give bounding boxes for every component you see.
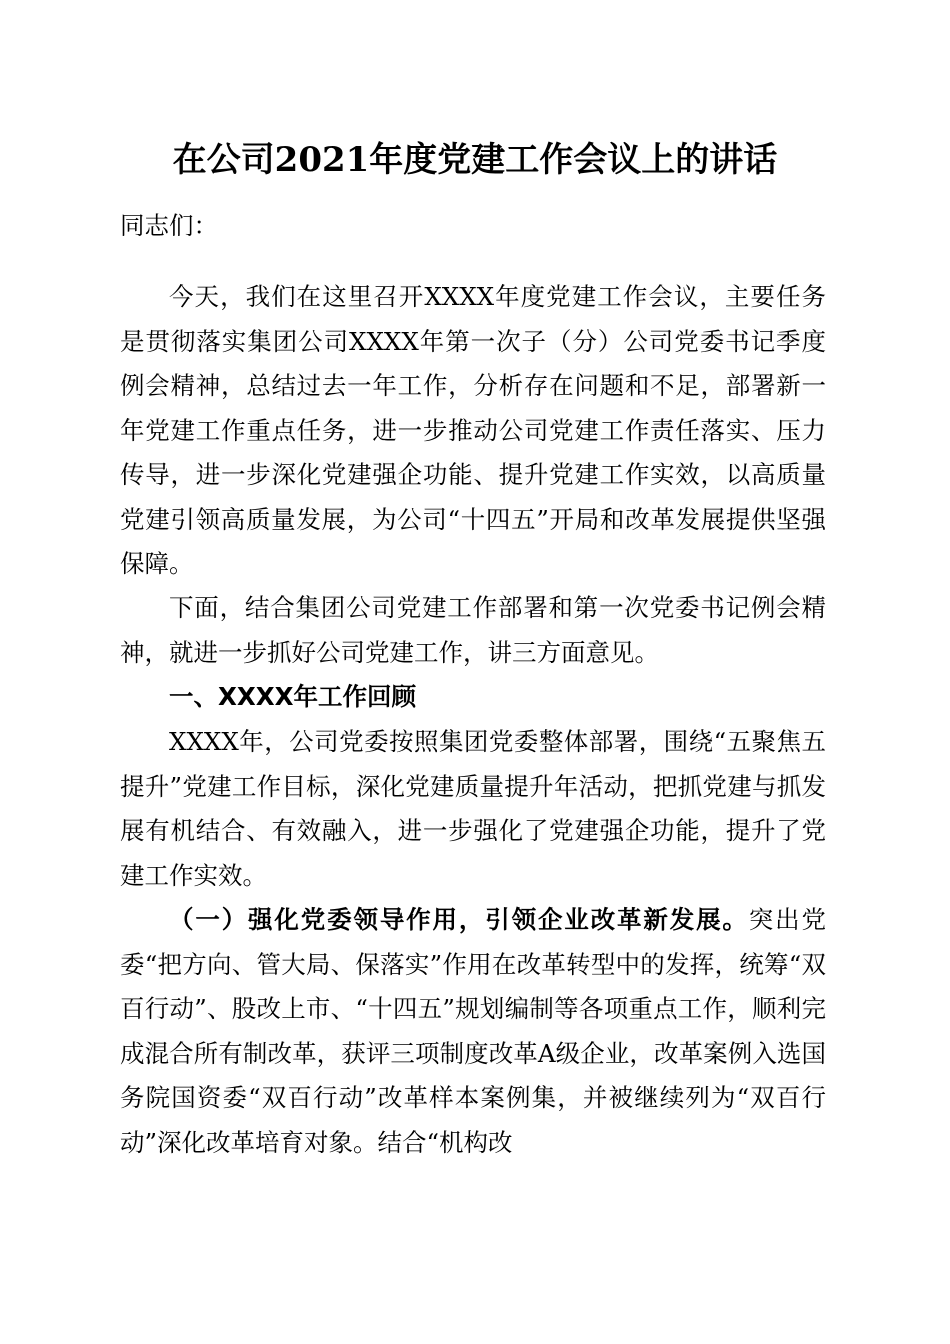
document-title: 在公司2021年度党建工作会议上的讲话 <box>172 140 778 180</box>
paragraph-outline: 下面，结合集团公司党建工作部署和第一次党委书记例会精神，就进一步抓好公司党建工作，讲三方面意见。 <box>120 593 826 667</box>
paragraph-opening: 今天，我们在这里召开XXXX年度党建工作会议，主要任务是贯彻落实集团公司XXXX年第一次子（分）公司党委书记季度例会精神，总结过去一年工作，分析存在问题和不足，部署新一年党建工作重点任务，进一步推动公司党建工作责任落实、压力传导，进一步深化党建强企功能、提升党建工作实效，以高质量党建引领高质量发展，为公司“十四五”开局和改革发展提供坚强保障。 <box>120 282 826 578</box>
paragraph-party-leadership <box>120 898 826 1165</box>
section-heading-review: 一、XXXX年工作回顾 <box>169 682 417 711</box>
paragraph-body: 突出党委“把方向、管大局、保落实”作用在改革转型中的发挥，统筹“双百行动”、股改上市、“十四五”规划编制等各项重点工作，顺利完成混合所有制改革，获评三项制度改革A级企业，改革案例入选国务院国资委“双百行动”改革样本案例集，并被继续列为“双百行动”深化改革培育对象。结合“机构改 <box>120 905 827 1157</box>
paragraph-review-summary: XXXX年，公司党委按照集团党委整体部署，围绕“五聚焦五提升”党建工作目标，深化党建质量提升年活动，把抓党建与抓发展有机结合、有效融入，进一步强化了党建强企功能，提升了党建工作实效。 <box>120 727 826 890</box>
salutation: 同志们： <box>120 211 218 240</box>
paragraph-lead-heading: （一）强化党委领导作用，引领企业改革新发展。 <box>169 905 749 934</box>
